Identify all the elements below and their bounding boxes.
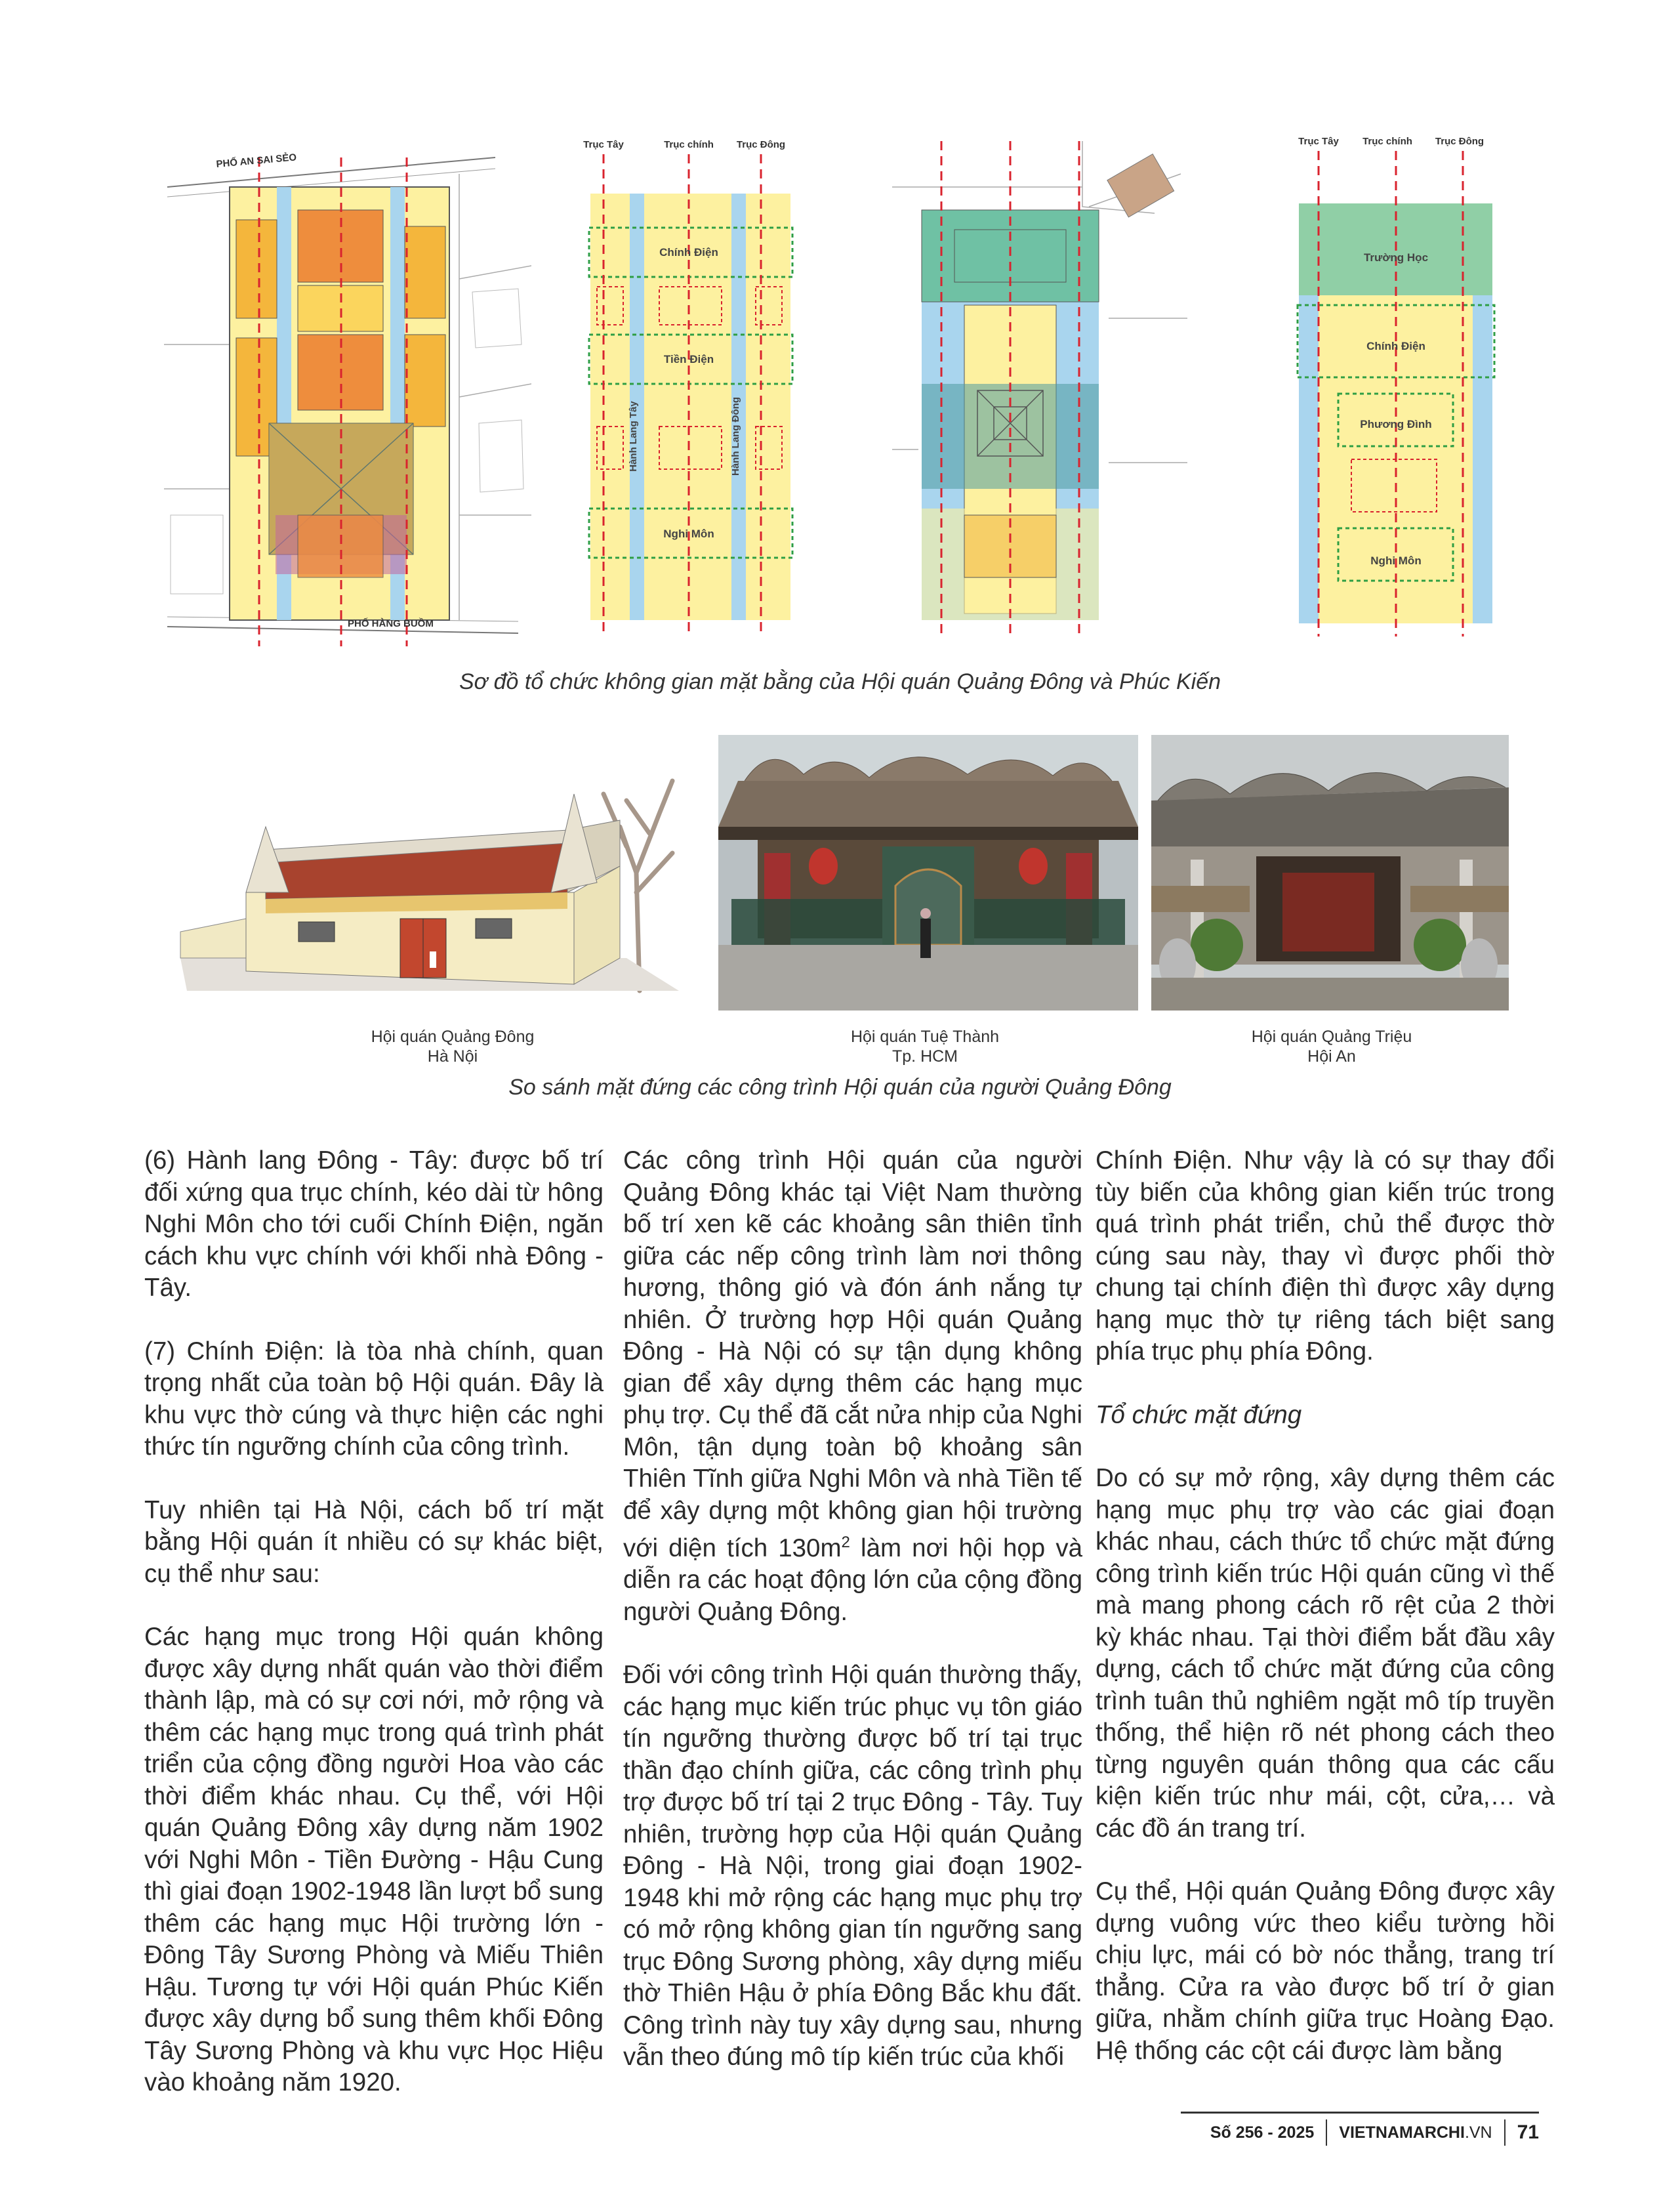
photo-label-3 <box>1194 1027 1469 1066</box>
paragraph: Đối với công trình Hội quán thường thấy, các hạng mục kiến trúc phục vụ tôn giáo tín ngưỡng thường được bố trí tại trục thần đạo chính giữa, các công trình phụ trợ được bố trí tại 2 trục Đông - Tây. Tuy nhiên, trường hợp của Hội quán Quảng Đông - Hà Nội, trong giai đoạn 1902-1948 khi mở rộng các hạng mục phụ trợ có mở rộng không gian tín ngưỡng sang trục Đông Sương phòng, xây dựng miếu thờ Thiên Hậu ở phía Đông Bắc khu đất. Công trình này tuy xây dựng sau, nhưng vẫn theo đúng mô típ kiến trúc của khối <box>623 1661 1082 2072</box>
school-label: Trường Học <box>1363 251 1429 264</box>
section-heading: Tổ chức mặt đứng <box>1096 1400 1302 1429</box>
photo-label-1 <box>315 1027 590 1066</box>
paragraph: Do có sự mở rộng, xây dựng thêm các hạng mục phụ trợ vào các giai đoạn khác nhau, cách thức tổ chức mặt đứng công trình kiến trúc Hội quán cũng vì thế mà mang phong cách rõ rệt của 2 thời kỳ khác nhau. Tại thời điểm bắt đầu xây dựng, cách tổ chức mặt đứng của công trình tuân thủ nghiêm ngặt mô típ truyền thống, thể hiện rõ nét phong cách theo từng nguyên quán thông qua các cấu kiện kiến trúc như mái, cột, cửa,… và các đồ án trang trí. <box>1096 1464 1555 1843</box>
footer-separator <box>1504 2119 1506 2146</box>
photo-label-2-line2: Tp. HCM <box>892 1047 958 1066</box>
plan-phuc-kien-schematic <box>1286 131 1502 636</box>
photo-label-2 <box>787 1027 1063 1066</box>
paragraph: (7) Chính Điện: là tòa nhà chính, quan trọng nhất của toàn bộ Hội quán. Đây là khu vực thờ cúng và thực hiện các nghi thức tín ngưỡng chính của công trình. <box>144 1337 604 1461</box>
footer-separator <box>1326 2119 1327 2146</box>
caption-plans: Sơ đồ tổ chức không gian mặt bằng của Hội quán Quảng Đông và Phúc Kiến <box>459 669 1221 694</box>
gate-label: Nghi Môn <box>1370 554 1422 567</box>
elevation-quang-dong-ha-noi <box>167 741 692 1004</box>
hall-front-label: Tiền Điện <box>663 353 714 365</box>
superscript: 2 <box>841 1533 850 1551</box>
hall-main-label: Chính Điện <box>659 246 718 259</box>
photo-quang-trieu <box>1151 735 1509 1011</box>
page-number: 71 <box>1517 2121 1539 2143</box>
photo-label-1-line2: Hà Nội <box>427 1047 478 1066</box>
paragraph-text: Các công trình Hội quán của người Quảng Đông khác tại Việt Nam thường bố trí xen kẽ các khoảng sân thiên tỉnh giữa các nếp công trình làm nơi thông hương, thông gió và đón ánh nắng tự nhiên. Ở trường hợp Hội quán Quảng Đông - Hà Nội có sự tận dụng không gian để xây dựng thêm các hạng mục phụ trợ. Cụ thể đã cắt nửa nhịp của Nghi Môn, tận dụng toàn bộ khoảng sân Thiên Tĩnh giữa Nghi Môn và nhà Tiền tế để xây dựng một không gian hội trường với diện tích 130m <box>623 1146 1082 1562</box>
paragraph: Cụ thể, Hội quán Quảng Đông được xây dựng vuông vức theo kiểu tường hồi chịu lực, mái có bờ nóc thẳng, trang trí thẳng. Cửa ra vào được bố trí ở gian giữa, nhằm chính giữa trục Hoàng Đạo. Hệ thống các cột cái được làm bằng <box>1096 1877 1555 2065</box>
text-column-2 <box>623 1145 1082 2105</box>
photo-label-1-line1: Hội quán Quảng Đông <box>371 1028 535 1046</box>
corridor-west-label: Hành Lang Tây <box>628 401 639 472</box>
plan-quang-dong-schematic <box>571 135 807 633</box>
street-top-label: PHỐ AN SAI SẺO <box>215 152 297 170</box>
text-column-3 <box>1096 1145 1555 2098</box>
site-name: VIETNAMARCHI <box>1339 2123 1465 2142</box>
paragraph: (6) Hành lang Đông - Tây: được bố trí đối xứng qua trục chính, kéo dài từ hông Nghi Môn cho tới cuối Chính Điện, ngăn cách khu vực chính với khối nhà Đông - Tây. <box>144 1146 604 1302</box>
paragraph: Chính Điện. Như vậy là có sự thay đổi tùy biến của không gian kiến trúc trong quá trình phát triển, chủ thể được thờ cúng sau này, thay vì được phối thờ chung tại chính điện thì được xây dựng hạng mục thờ tự riêng tách biệt sang phía trục phụ phía Đông. <box>1096 1146 1555 1366</box>
axis-west-label: Trục Tây <box>583 139 624 150</box>
corridor-east-label: Hành Lang Đông <box>730 397 741 476</box>
photo-label-2-line1: Hội quán Tuệ Thành <box>850 1028 1000 1046</box>
axis-west-label: Trục Tây <box>1298 136 1339 147</box>
pavilion-label: Phương Đình <box>1360 418 1432 430</box>
plan-phuc-kien-site <box>892 135 1187 633</box>
footer-rule <box>1181 2112 1539 2114</box>
axis-main-label: Trục chính <box>1362 136 1412 147</box>
street-bottom-label: PHỐ HÀNG BUỒM <box>348 618 434 629</box>
axis-main-label: Trục chính <box>664 139 714 150</box>
photo-label-3-line2: Hội An <box>1307 1047 1356 1066</box>
axis-east-label: Trục Đông <box>736 139 786 150</box>
paragraph: Các hạng mục trong Hội quán không được xây dựng nhất quán vào thời điểm thành lập, mà có sự cơi nới, mở rộng và thêm các hạng mục trong quá trình phát triển của cộng đồng người Hoa vào các thời điểm khác nhau. Cụ thể, với Hội quán Quảng Đông xây dựng năm 1902 với Nghi Môn - Tiền Đường - Hậu Cung thì giai đoạn 1902-1948 lần lượt bổ sung thêm các hạng mục Hội trường lớn - Đông Tây Sương Phòng và Miếu Thiên Hậu. Tương tự với Hội quán Phúc Kiến được xây dựng bổ sung thêm khối Đông Tây Sương Phòng và khu vực Học Hiệu vào khoảng năm 1920. <box>144 1623 604 2096</box>
footer <box>1210 2119 1539 2146</box>
photo-label-3-line1: Hội quán Quảng Triệu <box>1251 1028 1412 1046</box>
caption-elevations: So sánh mặt đứng các công trình Hội quán của người Quảng Đông <box>508 1075 1172 1100</box>
paragraph: Tuy nhiên tại Hà Nội, cách bố trí mặt bằng Hội quán ít nhiều có sự khác biệt, cụ thể như sau: <box>144 1495 604 1588</box>
hall-main-label: Chính Điện <box>1366 340 1425 352</box>
axis-east-label: Trục Đông <box>1435 136 1485 147</box>
site-suffix: .VN <box>1464 2123 1492 2142</box>
photo-tue-thanh <box>718 735 1138 1011</box>
plan-quang-dong-site <box>164 148 531 646</box>
issue-number: Số 256 - 2025 <box>1210 2123 1315 2142</box>
paragraph-text: làm nơi hội họp và diễn ra các hoạt động lớn của cộng đồng người Quảng Đông. <box>623 1533 1082 1626</box>
text-column-1 <box>144 1145 604 2131</box>
paragraph <box>623 1145 1082 1628</box>
gate-label: Nghi Môn <box>663 528 714 540</box>
